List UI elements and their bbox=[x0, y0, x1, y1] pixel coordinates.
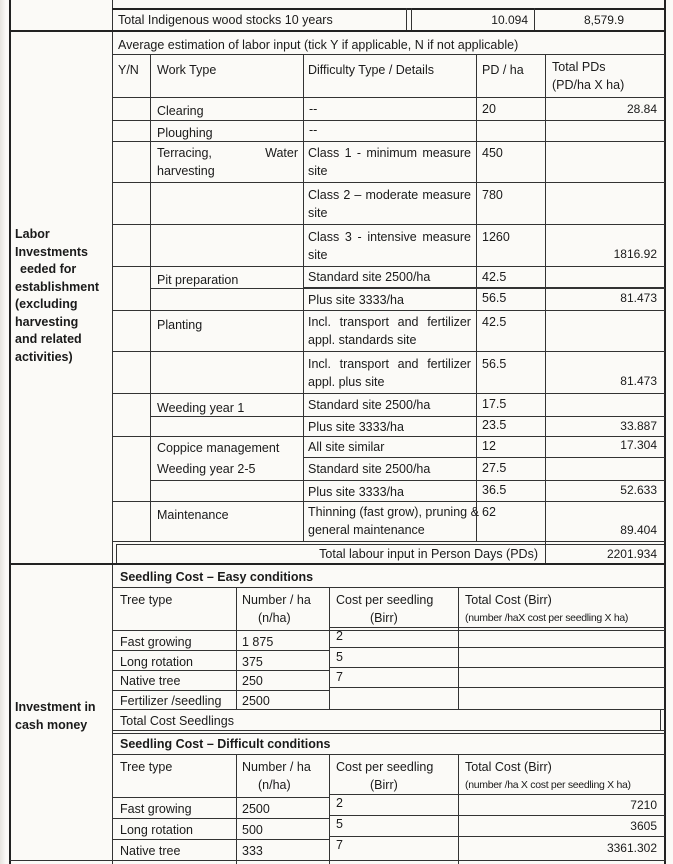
header-diff: Difficulty Type / Details bbox=[308, 63, 434, 77]
header-work: Work Type bbox=[157, 63, 217, 77]
clearing-total: 28.84 bbox=[626, 102, 657, 116]
labor-total-value: 2201.934 bbox=[606, 547, 657, 561]
diff-row-long-total: 3605 bbox=[630, 819, 657, 833]
weed1-work: Weeding year 1 bbox=[157, 401, 245, 415]
pit2-diff: Plus site 3333/ha bbox=[308, 293, 404, 307]
labor-section-label: Labor Investments eeded for establishment (excluding harvesting and related activities) bbox=[15, 227, 100, 364]
row-line bbox=[329, 667, 665, 668]
clearing-diff: -- bbox=[309, 102, 318, 116]
row-line bbox=[112, 501, 665, 502]
row-line bbox=[112, 587, 665, 588]
diff-h-cost-1: Cost per seedling bbox=[336, 760, 434, 774]
diff-h-tot-2: (number /ha X cost per seedling X ha) bbox=[465, 779, 631, 791]
weed1b-pd: 23.5 bbox=[482, 418, 507, 432]
intro-bottom bbox=[112, 54, 665, 55]
easy-row-long-tree: Long rotation bbox=[120, 655, 193, 669]
total-cell-edge bbox=[660, 709, 661, 730]
page-edge-shadow bbox=[0, 0, 6, 864]
top-sep-c bbox=[534, 8, 535, 30]
class1-diff-line2: site bbox=[308, 164, 328, 178]
coppice-work: Coppice management bbox=[157, 441, 280, 455]
plant2-diff-line2: appl. plus site bbox=[308, 375, 385, 389]
easy-row-fast-cost: 2 bbox=[336, 629, 343, 643]
pit2-pd: 56.5 bbox=[482, 291, 507, 305]
row-line bbox=[9, 860, 666, 861]
easy-h-num-2: (n/ha) bbox=[258, 611, 291, 625]
top-sep-a bbox=[406, 8, 407, 30]
diff-row-native-tree: Native tree bbox=[120, 844, 181, 858]
row-line bbox=[112, 630, 665, 631]
weed2a-pd: 27.5 bbox=[482, 461, 507, 475]
top-value-1: 10.094 bbox=[491, 13, 528, 27]
easy-row-long-num: 375 bbox=[242, 655, 263, 669]
row-line bbox=[329, 815, 665, 816]
row-line bbox=[112, 351, 665, 352]
coppice-diff: All site similar bbox=[308, 440, 385, 454]
row-line bbox=[112, 690, 329, 691]
easy-row-fast-num: 1 875 bbox=[242, 635, 274, 649]
easy-h-num-1: Number / ha bbox=[242, 593, 311, 607]
maint-pd: 62 bbox=[482, 505, 496, 519]
coppice-pd: 12 bbox=[482, 439, 496, 453]
terracing-work-line1: Terracing, Water bbox=[157, 146, 298, 160]
diff-h-tree: Tree type bbox=[120, 760, 173, 774]
easy-h-tot-2: (number /haX cost per seedling X ha) bbox=[465, 612, 629, 624]
planting-work: Planting bbox=[157, 318, 203, 332]
plant1-diff-line2: appl. standards site bbox=[308, 333, 417, 347]
pit1-pd: 42.5 bbox=[482, 270, 507, 284]
diff-row-native-total: 3361.302 bbox=[606, 841, 657, 855]
diff-row-native-cost: 7 bbox=[336, 838, 343, 852]
difficult-title: Seedling Cost – Difficult conditions bbox=[120, 737, 331, 751]
class2-diff-line1: Class 2 – moderate measure bbox=[308, 188, 471, 202]
row-line bbox=[112, 730, 665, 731]
col-diff bbox=[303, 54, 304, 542]
row-line bbox=[150, 480, 665, 481]
row-line bbox=[329, 836, 665, 837]
weed2b-pd: 36.5 bbox=[482, 483, 507, 497]
clearing-work: Clearing bbox=[157, 104, 204, 118]
easy-col-tot bbox=[458, 587, 459, 709]
double-line bbox=[112, 733, 665, 734]
header-pd: PD / ha bbox=[482, 63, 524, 77]
weed1a-pd: 17.5 bbox=[482, 397, 507, 411]
pit1-diff: Standard site 2500/ha bbox=[308, 270, 431, 284]
row-line bbox=[150, 416, 665, 417]
top-line bbox=[112, 8, 666, 10]
class3-total: 1816.92 bbox=[613, 247, 657, 261]
terracing-work-line2: harvesting bbox=[157, 164, 215, 178]
weed1b-diff: Plus site 3333/ha bbox=[308, 420, 404, 434]
row-line bbox=[112, 224, 665, 225]
diff-h-num-1: Number / ha bbox=[242, 760, 311, 774]
row-line bbox=[112, 120, 665, 121]
top-row-bottom bbox=[9, 30, 666, 32]
diff-row-fast-total: 7210 bbox=[630, 798, 657, 812]
weed1a-diff: Standard site 2500/ha bbox=[308, 398, 431, 412]
row-line bbox=[112, 670, 329, 671]
row-line bbox=[112, 310, 665, 311]
col-tot bbox=[545, 54, 546, 563]
diff-h-num-2: (n/ha) bbox=[258, 778, 291, 792]
row-line bbox=[112, 650, 329, 651]
diff-row-native-num: 333 bbox=[242, 844, 263, 858]
row-line bbox=[112, 754, 665, 755]
easy-row-native-cost: 7 bbox=[336, 670, 343, 684]
easy-col-cost bbox=[329, 587, 330, 709]
maint-work: Maintenance bbox=[157, 508, 229, 522]
cash-section-label: Investment in cash money bbox=[15, 700, 96, 732]
easy-h-tree: Tree type bbox=[120, 593, 173, 607]
row-line bbox=[112, 839, 329, 840]
row-line bbox=[150, 288, 665, 289]
labor-section-bottom bbox=[9, 563, 666, 565]
total-box-left bbox=[116, 544, 117, 563]
row-line bbox=[112, 182, 665, 183]
row-line bbox=[329, 794, 665, 795]
row-line bbox=[112, 266, 665, 267]
pit-work: Pit preparation bbox=[157, 273, 239, 287]
easy-row-native-num: 250 bbox=[242, 674, 263, 688]
maint-total: 89.404 bbox=[620, 523, 657, 537]
diff-col-num bbox=[236, 754, 237, 864]
maint-diff-line2: general maintenance bbox=[308, 523, 425, 537]
class1-diff-line1: Class 1 - minimum measure bbox=[308, 146, 471, 160]
frame-left bbox=[9, 0, 11, 864]
plant1-diff-line1: Incl. transport and fertilizer bbox=[308, 315, 471, 329]
class3-diff-line2: site bbox=[308, 248, 328, 262]
top-sep-b bbox=[411, 8, 412, 30]
header-tot-2: (PD/ha X ha) bbox=[552, 78, 625, 92]
maint-diff-line1: Thinning (fast grow), pruning & bbox=[308, 505, 479, 519]
diff-row-fast-cost: 2 bbox=[336, 796, 343, 810]
plant2-total: 81.473 bbox=[620, 374, 657, 388]
plant2-diff-line1: Incl. transport and fertilizer bbox=[308, 357, 471, 371]
row-line bbox=[303, 457, 665, 458]
clearing-pd: 20 bbox=[482, 102, 496, 116]
weed2a-diff: Standard site 2500/ha bbox=[308, 462, 431, 476]
easy-row-fert-num: 2500 bbox=[242, 694, 270, 708]
weed2b-diff: Plus site 3333/ha bbox=[308, 485, 404, 499]
pit2-total: 81.473 bbox=[620, 291, 657, 305]
ploughing-work: Ploughing bbox=[157, 126, 213, 140]
row-line bbox=[329, 687, 665, 688]
diff-row-fast-num: 2500 bbox=[242, 802, 270, 816]
labor-total-label: Total labour input in Person Days (PDs) bbox=[319, 547, 538, 561]
easy-title: Seedling Cost – Easy conditions bbox=[120, 570, 314, 584]
easy-row-fast-tree: Fast growing bbox=[120, 635, 192, 649]
easy-total-label: Total Cost Seedlings bbox=[120, 714, 234, 728]
diff-row-long-tree: Long rotation bbox=[120, 823, 193, 837]
diff-col-tot bbox=[458, 754, 459, 864]
class3-pd: 1260 bbox=[482, 230, 510, 244]
plant2-pd: 56.5 bbox=[482, 357, 507, 371]
easy-row-long-cost: 5 bbox=[336, 650, 343, 664]
weed2b-total: 52.633 bbox=[620, 483, 657, 497]
weed1b-total: 33.887 bbox=[620, 419, 657, 433]
easy-row-native-tree: Native tree bbox=[120, 674, 181, 688]
row-line bbox=[112, 141, 665, 142]
top-value-2: 8,579.9 bbox=[583, 13, 624, 27]
row-line bbox=[112, 541, 665, 542]
row-line bbox=[329, 647, 665, 648]
col-work bbox=[150, 54, 151, 542]
easy-row-fert-tree: Fertilizer /seedling bbox=[120, 694, 222, 708]
class2-diff-line2: site bbox=[308, 206, 328, 220]
weed2-work: Weeding year 2-5 bbox=[157, 462, 256, 476]
row-line bbox=[329, 627, 665, 628]
coppice-total: 17.304 bbox=[620, 438, 657, 452]
header-yn: Y/N bbox=[118, 63, 139, 77]
easy-h-cost-2: (Birr) bbox=[370, 611, 398, 625]
class1-pd: 450 bbox=[482, 146, 503, 160]
labor-intro: Average estimation of labor input (tick Y if applicable, N if not applicable) bbox=[118, 38, 519, 52]
section-divider bbox=[112, 0, 113, 864]
class3-diff-line1: Class 3 - intensive measure bbox=[308, 230, 471, 244]
row-line bbox=[112, 797, 329, 798]
diff-row-long-num: 500 bbox=[242, 823, 263, 837]
row-line bbox=[112, 393, 665, 394]
row-line bbox=[112, 818, 329, 819]
diff-col-cost bbox=[329, 754, 330, 864]
easy-h-cost-1: Cost per seedling bbox=[336, 593, 434, 607]
diff-h-tot-1: Total Cost (Birr) bbox=[465, 760, 552, 774]
diff-row-fast-tree: Fast growing bbox=[120, 802, 192, 816]
easy-h-tot-1: Total Cost (Birr) bbox=[465, 593, 552, 607]
header-tot-1: Total PDs bbox=[552, 60, 606, 74]
row-line bbox=[303, 287, 665, 288]
row-line bbox=[112, 709, 665, 710]
ploughing-diff: -- bbox=[309, 123, 318, 137]
plant1-pd: 42.5 bbox=[482, 315, 507, 329]
header-bottom bbox=[112, 97, 665, 98]
diff-h-cost-2: (Birr) bbox=[370, 778, 398, 792]
top-label: Total Indigenous wood stocks 10 years bbox=[118, 13, 333, 27]
diff-row-long-cost: 5 bbox=[336, 817, 343, 831]
double-line bbox=[116, 544, 664, 545]
class2-pd: 780 bbox=[482, 188, 503, 202]
col-pd bbox=[476, 54, 477, 542]
frame-right bbox=[664, 0, 666, 864]
